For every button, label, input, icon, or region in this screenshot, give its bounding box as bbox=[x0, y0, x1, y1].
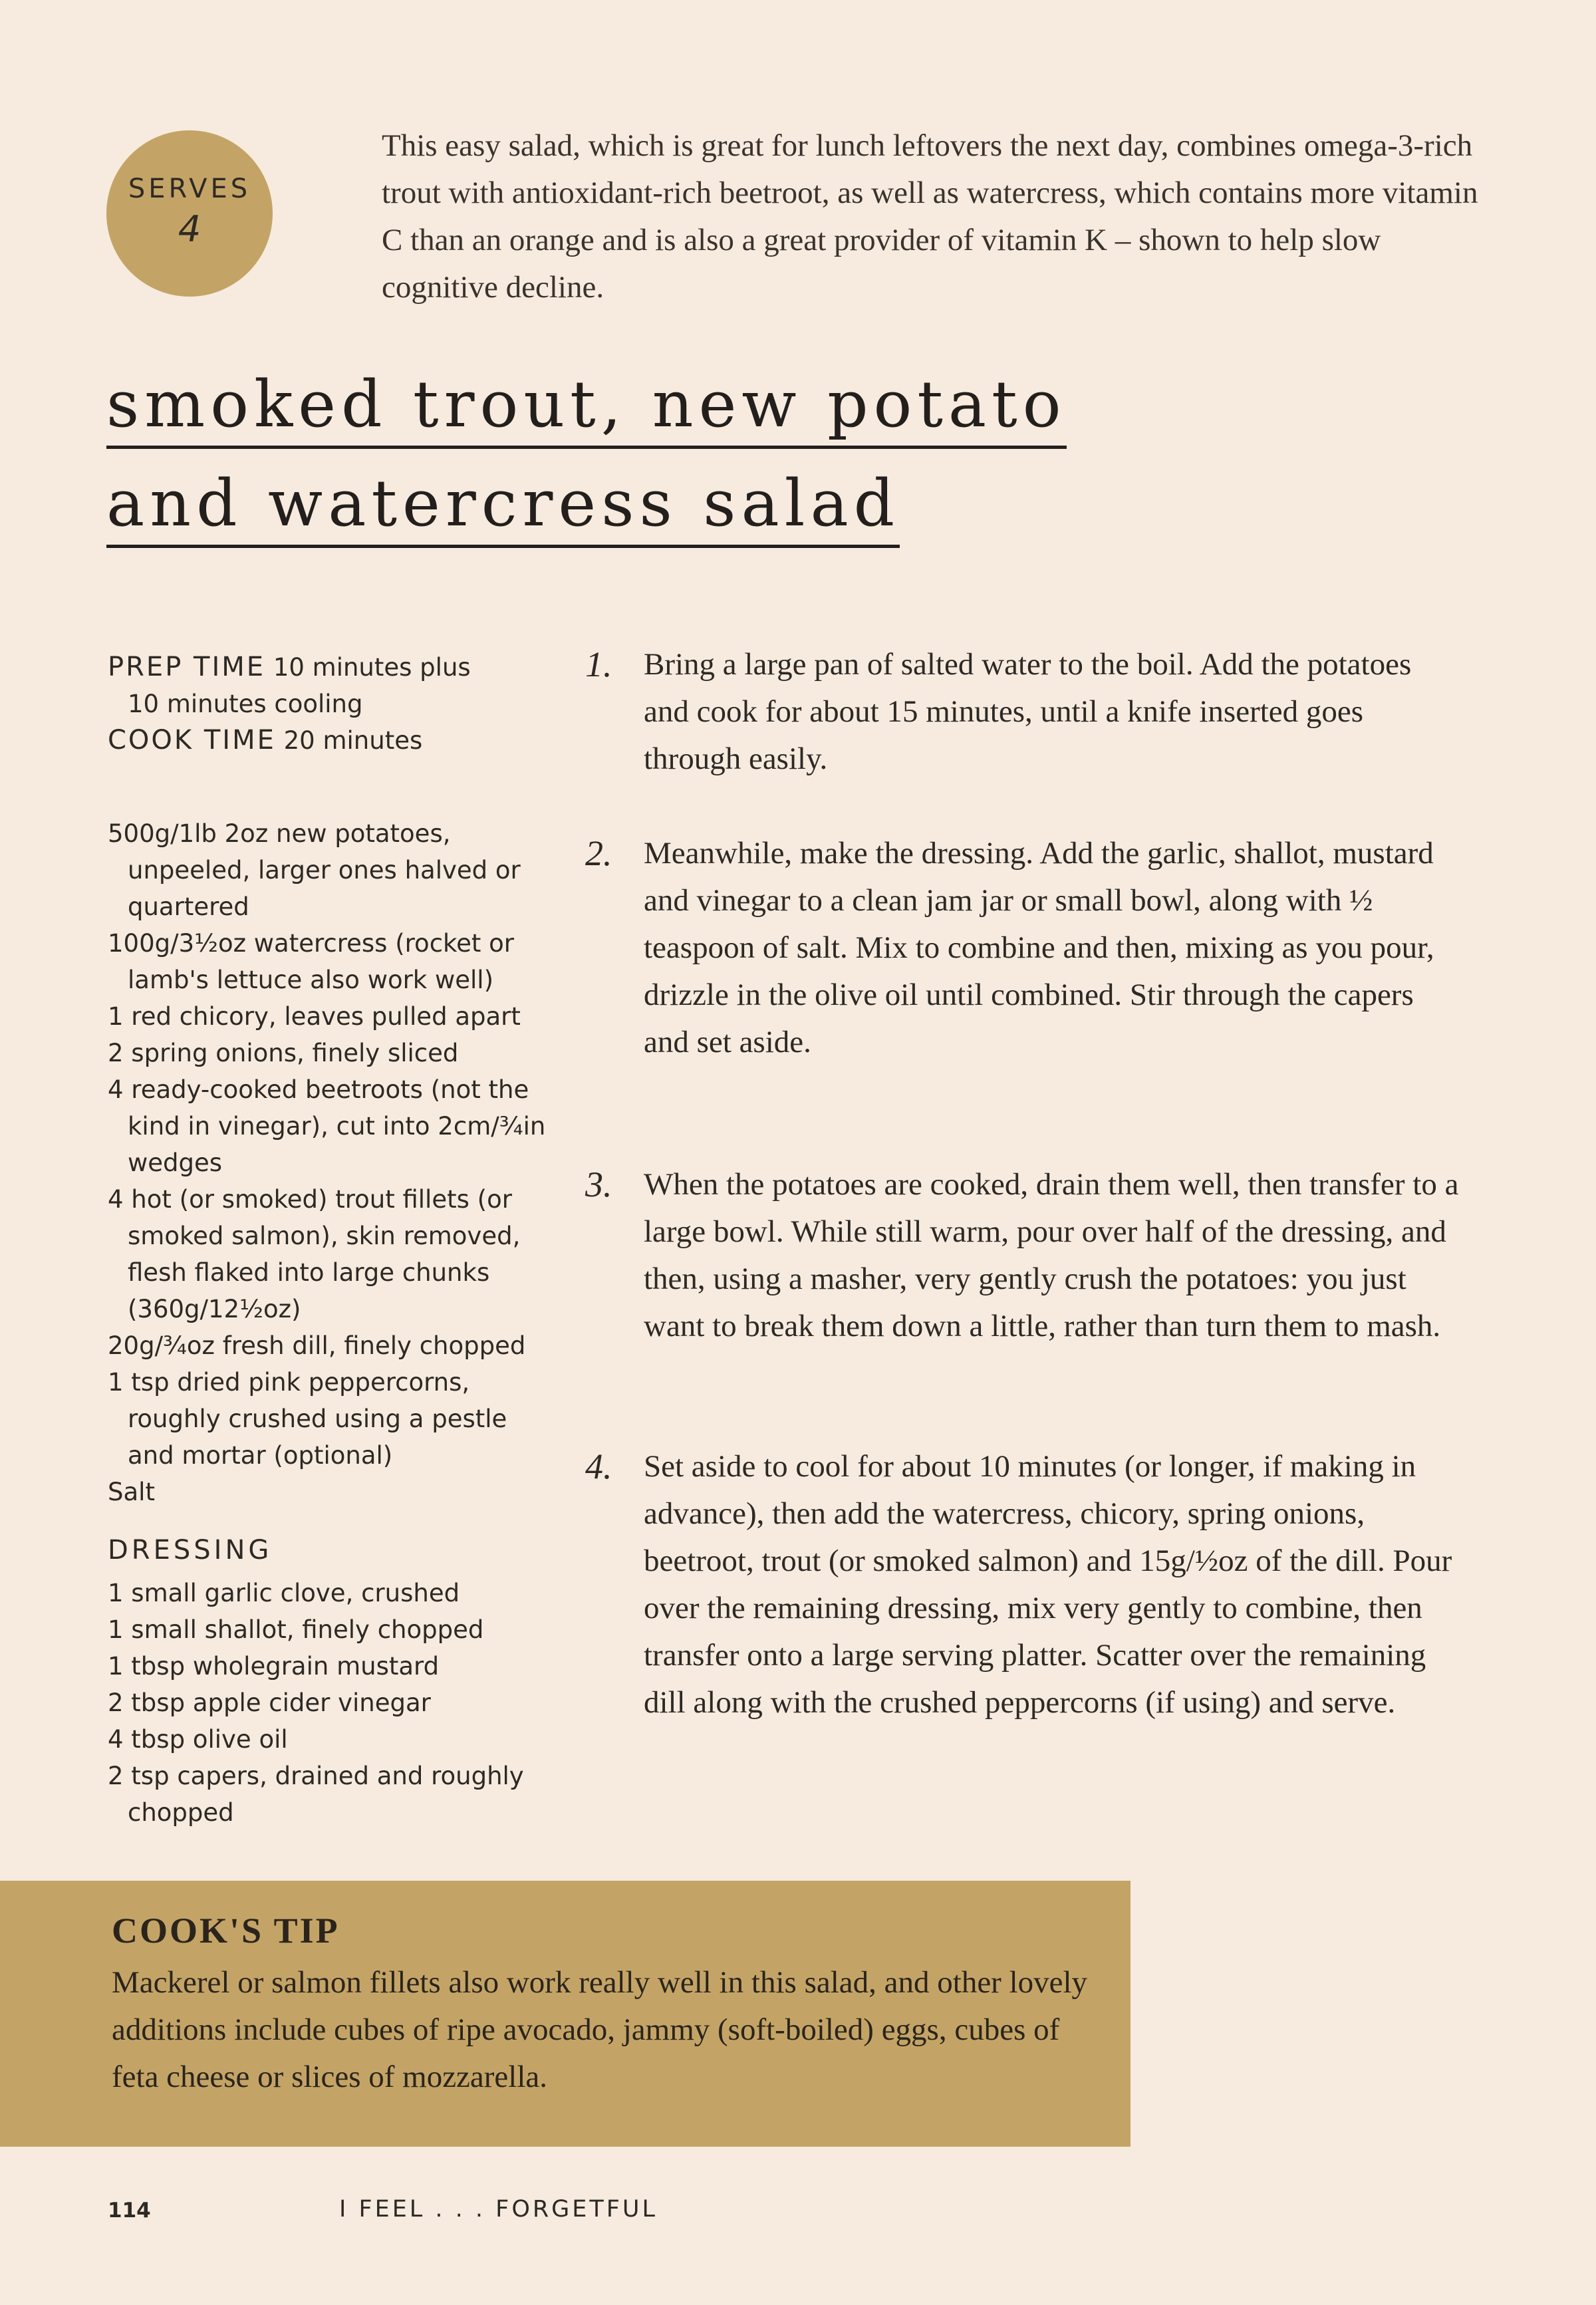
ingredient-item: 4 ready-cooked beetroots (not the kind in vinegar), cut into 2cm/¾in wedges bbox=[108, 1075, 546, 1177]
cook-time-value: 20 minutes bbox=[283, 726, 423, 755]
ingredient-item: Salt bbox=[108, 1478, 155, 1506]
method-step bbox=[585, 830, 1463, 1066]
page-number: 114 bbox=[108, 2199, 151, 2223]
serves-label: SERVES bbox=[128, 173, 251, 204]
dressing-item: 1 small shallot, finely chopped bbox=[108, 1615, 484, 1644]
prep-time bbox=[108, 649, 533, 686]
method-step bbox=[585, 1161, 1463, 1350]
title-line-1: smoked trout, new potato bbox=[106, 372, 1067, 449]
dressing-item: 2 tsp capers, drained and roughly chopped bbox=[108, 1762, 524, 1827]
serves-count: 4 bbox=[178, 207, 201, 250]
ingredient-item: 2 spring onions, finely sliced bbox=[108, 1039, 459, 1067]
ingredient-list bbox=[108, 815, 547, 1510]
step-number: 3. bbox=[585, 1164, 612, 1204]
dressing-list bbox=[108, 1575, 547, 1831]
method-step bbox=[585, 1443, 1463, 1726]
step-text: Bring a large pan of salted water to the boil. Add the potatoes and cook for about 15 minutes, until a knife inserted goes through easily. bbox=[644, 647, 1412, 776]
intro-paragraph: This easy salad, which is great for lunch leftovers the next day, combines omega-3-rich trout with antioxidant-rich beetroot, as well as watercress, which contains more vitamin C than an orange and is also a great provider of vitamin K – shown to help slow cognitive decline. bbox=[382, 128, 1478, 305]
ingredient-item: 20g/¾oz fresh dill, finely chopped bbox=[108, 1331, 526, 1360]
prep-time-extra: 10 minutes cooling bbox=[128, 690, 363, 718]
step-number: 4. bbox=[585, 1446, 612, 1486]
cook-time bbox=[108, 722, 533, 759]
ingredient-item: 100g/3½oz watercress (rocket or lamb's lettuce also work well) bbox=[108, 929, 515, 994]
method-step bbox=[585, 641, 1463, 783]
dressing-item: 2 tbsp apple cider vinegar bbox=[108, 1689, 431, 1717]
ingredient-item: 4 hot (or smoked) trout fillets (or smoked salmon), skin removed, flesh flaked into large chunks (360g/12½oz) bbox=[108, 1185, 521, 1323]
step-text: Meanwhile, make the dressing. Add the garlic, shallot, mustard and vinegar to a clean jam jar or small bowl, along with ½ teaspoon of salt. Mix to combine and then, mixing as you pour, drizzle in the olive oil until combined. Stir through the capers and set aside. bbox=[644, 836, 1434, 1059]
recipe-title bbox=[106, 367, 1067, 548]
running-head: I FEEL . . . FORGETFUL bbox=[339, 2196, 658, 2223]
time-info bbox=[108, 649, 533, 759]
prep-time-value: 10 minutes plus bbox=[273, 653, 471, 682]
cook-time-label: COOK TIME bbox=[108, 725, 276, 755]
dressing-item: 1 small garlic clove, crushed bbox=[108, 1579, 460, 1607]
dressing-heading: DRESSING bbox=[108, 1535, 273, 1565]
serves-badge bbox=[106, 130, 273, 297]
step-text: Set aside to cool for about 10 minutes (or longer, if making in advance), then add the watercress, chicory, spring onions, beetroot, trout (or smoked salmon) and 15g/½oz of the dill. Pour over the remaining dressing, mix very gently to combine, then transfer onto a large serving platter. Scatter over the remaining dill along with the crushed peppercorns (if using) and serve. bbox=[644, 1449, 1452, 1720]
dressing-item: 4 tbsp olive oil bbox=[108, 1725, 288, 1754]
ingredient-item: 1 red chicory, leaves pulled apart bbox=[108, 1002, 521, 1031]
cooks-tip-text: Mackerel or salmon fillets also work really well in this salad, and other lovely additions include cubes of ripe avocado, jammy (soft-boiled) eggs, cubes of feta cheese or slices of mozzarella. bbox=[112, 1965, 1088, 2094]
step-text: When the potatoes are cooked, drain them well, then transfer to a large bowl. While still warm, pour over half of the dressing, and then, using a masher, very gently crush the potatoes: you just want to break them down a little, rather than turn them to mash. bbox=[644, 1167, 1459, 1343]
step-number: 2. bbox=[585, 833, 612, 873]
cooks-tip-title: COOK'S TIP bbox=[112, 1911, 340, 1951]
title-line-2: and watercress salad bbox=[106, 472, 900, 548]
ingredient-item: 1 tsp dried pink peppercorns, roughly crushed using a pestle and mortar (optional) bbox=[108, 1368, 507, 1470]
dressing-item: 1 tbsp wholegrain mustard bbox=[108, 1652, 440, 1681]
step-number: 1. bbox=[585, 644, 612, 684]
prep-time-label: PREP TIME bbox=[108, 652, 266, 682]
ingredient-item: 500g/1lb 2oz new potatoes, unpeeled, larger ones halved or quartered bbox=[108, 819, 521, 921]
